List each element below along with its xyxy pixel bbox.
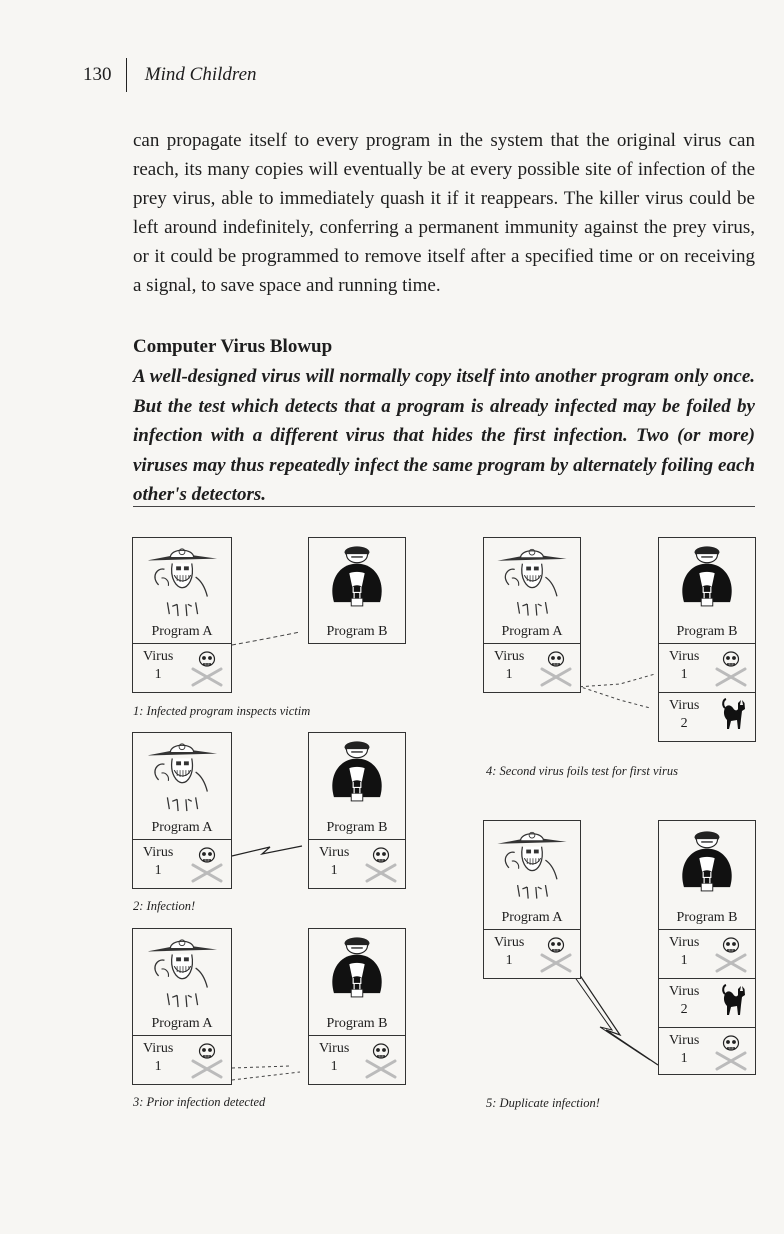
section-summary: A well-designed virus will normally copy itself into another program only once. But the test which detects that a program is already infected may be foiled by infection with a different virus that hides the first infection. Two (or more) viruses may thus repeatedly infect the same program by alternately foiling each other's detectors. — [133, 366, 755, 505]
page-number: 130 — [83, 64, 112, 85]
virus-number: 2 — [680, 716, 688, 731]
panel2-caption: 2: Infection! — [133, 899, 196, 913]
skull-crossbones-icon — [363, 843, 399, 883]
virus-label: Virus — [143, 1041, 174, 1056]
virus-label: Virus — [143, 649, 174, 664]
pirate-figure-icon — [133, 933, 231, 1009]
panel5-caption: 5: Duplicate infection! — [486, 1096, 600, 1110]
panel2-program-b — [308, 732, 406, 840]
panel1-program-b — [308, 537, 406, 644]
panel4-virus-b2 — [658, 692, 756, 742]
program-b-label: Program B — [676, 910, 738, 925]
virus-label: Virus — [494, 935, 525, 950]
hooded-figure-icon — [659, 542, 755, 618]
panel4-caption: 4: Second virus foils test for first virus — [486, 764, 679, 778]
program-b-label: Program B — [326, 820, 388, 835]
pirate-figure-icon — [484, 825, 580, 901]
panel3-caption: 3: Prior infection detected — [133, 1095, 266, 1109]
panel4-program-a — [483, 537, 581, 644]
program-b-label: Program B — [326, 1016, 388, 1031]
virus-label: Virus — [143, 845, 174, 860]
virus-number: 1 — [505, 953, 513, 968]
body-paragraph: can propagate itself to every program in the system that the original virus can reach, its many copies will eventually be at every possible site of infection of the prey virus, able to immediately quash it if it reappears. The killer virus could be left around indefinitely, conferring a permanent immunity against the prey virus, or it could be programmed to remove itself after a specified time or on receiving a signal, to save space and running time. — [133, 130, 755, 296]
running-title: Mind Children — [144, 64, 257, 85]
virus-number: 1 — [330, 1059, 338, 1074]
skull-crossbones-icon — [713, 933, 749, 973]
panel3-program-a — [132, 928, 232, 1036]
panel4-program-b — [658, 537, 756, 644]
virus-number: 1 — [154, 863, 162, 878]
panel1-virus-a — [132, 643, 232, 693]
hooded-figure-icon — [309, 737, 405, 813]
program-a-label: Program A — [151, 624, 213, 639]
virus-number: 1 — [154, 1059, 162, 1074]
program-a-label: Program A — [501, 624, 563, 639]
program-b-label: Program B — [326, 624, 388, 639]
black-cat-icon — [721, 697, 747, 731]
virus-number: 1 — [505, 667, 513, 682]
virus-number: 1 — [154, 667, 162, 682]
panel5-virus-b3 — [658, 1027, 756, 1075]
skull-crossbones-icon — [713, 647, 749, 687]
program-a-label: Program A — [151, 1016, 213, 1031]
program-b-label: Program B — [676, 624, 738, 639]
panel1-program-a — [132, 537, 232, 644]
panel5-program-b — [658, 820, 756, 930]
hooded-figure-icon — [659, 827, 755, 903]
panel2-virus-b — [308, 839, 406, 889]
program-a-label: Program A — [151, 820, 213, 835]
panel4-virus-b1 — [658, 643, 756, 693]
virus-label: Virus — [669, 935, 700, 950]
skull-crossbones-icon — [713, 1031, 749, 1071]
virus-label: Virus — [669, 984, 700, 999]
panel5-program-a — [483, 820, 581, 930]
virus-label: Virus — [494, 649, 525, 664]
panel5-virus-b2 — [658, 978, 756, 1028]
hooded-figure-icon — [309, 542, 405, 618]
virus-label: Virus — [319, 1041, 350, 1056]
panel4-virus-a — [483, 643, 581, 693]
skull-crossbones-icon — [538, 647, 574, 687]
virus-number: 2 — [680, 1002, 688, 1017]
panel2-virus-a — [132, 839, 232, 889]
pirate-figure-icon — [484, 542, 580, 618]
panel5-virus-a — [483, 929, 581, 979]
skull-crossbones-icon — [189, 843, 225, 883]
virus-number: 1 — [680, 667, 688, 682]
panel5-virus-b1 — [658, 929, 756, 979]
virus-label: Virus — [669, 649, 700, 664]
virus-number: 1 — [330, 863, 338, 878]
program-a-label: Program A — [501, 910, 563, 925]
pirate-figure-icon — [133, 737, 231, 813]
virus-label: Virus — [319, 845, 350, 860]
skull-crossbones-icon — [189, 647, 225, 687]
skull-crossbones-icon — [363, 1039, 399, 1079]
panel3-program-b — [308, 928, 406, 1036]
section-heading: Computer Virus Blowup — [133, 336, 333, 357]
panel2-program-a — [132, 732, 232, 840]
black-cat-icon — [721, 983, 747, 1017]
virus-number: 1 — [680, 953, 688, 968]
panel1-caption: 1: Infected program inspects victim — [133, 704, 311, 718]
pirate-figure-icon — [133, 542, 231, 618]
skull-crossbones-icon — [189, 1039, 225, 1079]
panel3-virus-a — [132, 1035, 232, 1085]
virus-label: Virus — [669, 1033, 700, 1048]
hooded-figure-icon — [309, 933, 405, 1009]
virus-label: Virus — [669, 698, 700, 713]
skull-crossbones-icon — [538, 933, 574, 973]
panel3-virus-b — [308, 1035, 406, 1085]
virus-number: 1 — [680, 1051, 688, 1066]
